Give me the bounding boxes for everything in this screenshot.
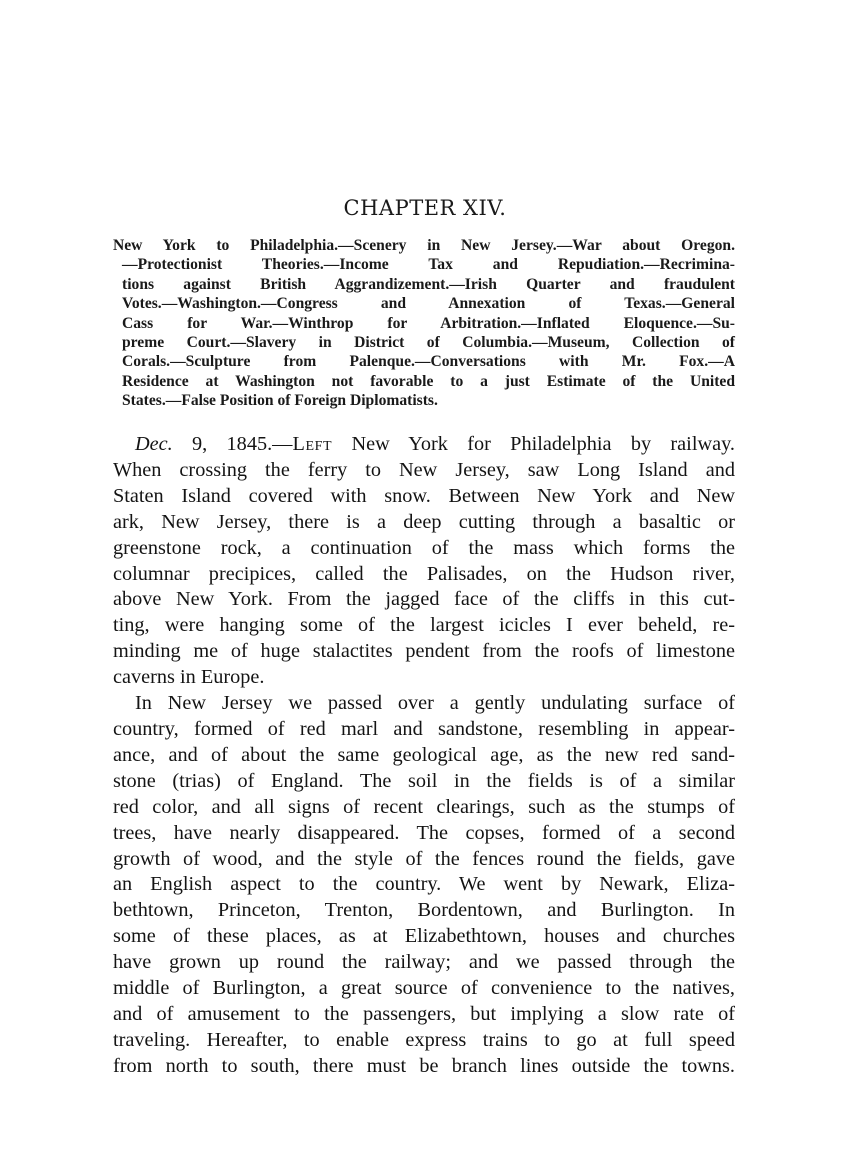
chapter-synopsis: [113, 236, 735, 411]
paragraph-2-line: have grown up round the railway; and we passed through the: [113, 951, 735, 974]
paragraph-2-line: traveling. Hereafter, to enable express trains to go at full speed: [113, 1028, 735, 1051]
synopsis-line: Votes.—Washington.—Congress and Annexation of Texas.—General: [122, 295, 735, 313]
paragraph-2-line: country, formed of red marl and sandstone, resembling in appear-: [113, 717, 735, 740]
paragraph-1-line: Staten Island covered with snow. Between New York and New: [113, 484, 735, 507]
paragraph-1-line: greenstone rock, a continuation of the mass which forms the: [113, 536, 735, 559]
dateline-rest: New York for Philadelphia by railway.: [332, 433, 735, 455]
synopsis-line: tions against British Aggrandizement.—Irish Quarter and fraudulent: [122, 275, 735, 293]
synopsis-line: Corals.—Sculpture from Palenque.—Conversations with Mr. Fox.—A: [122, 353, 735, 371]
paragraph-1-line: ting, were hanging some of the largest icicles I ever beheld, re-: [113, 614, 735, 637]
paragraph-2-line: an English aspect to the country. We went by Newark, Eliza-: [113, 873, 735, 896]
dateline-date: Dec.: [135, 433, 173, 455]
paragraph-2-line: and of amusement to the passengers, but implying a slow rate of: [113, 1002, 735, 1025]
paragraph-2-line: stone (trias) of England. The soil in the fields is of a similar: [113, 769, 735, 792]
paragraph-1-line: ark, New Jersey, there is a deep cutting through a basaltic or: [113, 510, 735, 533]
paragraph-1-line: When crossing the ferry to New Jersey, saw Long Island and: [113, 458, 735, 481]
paragraph-2-line: ance, and of about the same geological age, as the new red sand-: [113, 743, 735, 766]
dateline: [113, 432, 735, 458]
chapter-title: CHAPTER XIV.: [343, 196, 507, 220]
synopsis-line: Cass for War.—Winthrop for Arbitration.—Inflated Eloquence.—Su-: [122, 314, 735, 332]
paragraph-1-line: minding me of huge stalactites pendent from the roofs of limestone: [113, 640, 735, 663]
dateline-first-word: Left: [292, 433, 333, 455]
paragraph-2-line: some of these places, as at Elizabethtown, houses and churches: [113, 925, 735, 948]
paragraph-2-line: bethtown, Princeton, Trenton, Bordentown, and Burlington. In: [113, 899, 735, 922]
paragraph-1-line: caverns in Europe.: [113, 666, 265, 689]
synopsis-line: States.—False Position of Foreign Diplomatists.: [122, 392, 438, 410]
dateline-day-year: 9, 1845.—: [172, 433, 293, 455]
paragraph-2-line: In New Jersey we passed over a gently undulating surface of: [135, 692, 735, 715]
paragraph-2-line: red color, and all signs of recent clearings, such as the stumps of: [113, 795, 735, 818]
synopsis-line: —Protectionist Theories.—Income Tax and Repudiation.—Recrimina-: [122, 256, 735, 274]
body-text: [113, 432, 735, 1080]
synopsis-line: New York to Philadelphia.—Scenery in New Jersey.—War about Oregon.: [113, 237, 735, 254]
paragraph-1-line: above New York. From the jagged face of the cliffs in this cut-: [113, 588, 735, 611]
paragraph-2-line: middle of Burlington, a great source of convenience to the natives,: [113, 977, 735, 1000]
paragraph-2-line: growth of wood, and the style of the fences round the fields, gave: [113, 847, 735, 870]
synopsis-line: preme Court.—Slavery in District of Columbia.—Museum, Collection of: [122, 334, 735, 352]
paragraph-2-line: from north to south, there must be branch lines outside the towns.: [113, 1054, 735, 1077]
paragraph-1-line: columnar precipices, called the Palisades, on the Hudson river,: [113, 562, 735, 585]
paragraph-2-line: trees, have nearly disappeared. The copses, formed of a second: [113, 821, 735, 844]
synopsis-line: Residence at Washington not favorable to a just Estimate of the United: [122, 372, 735, 390]
